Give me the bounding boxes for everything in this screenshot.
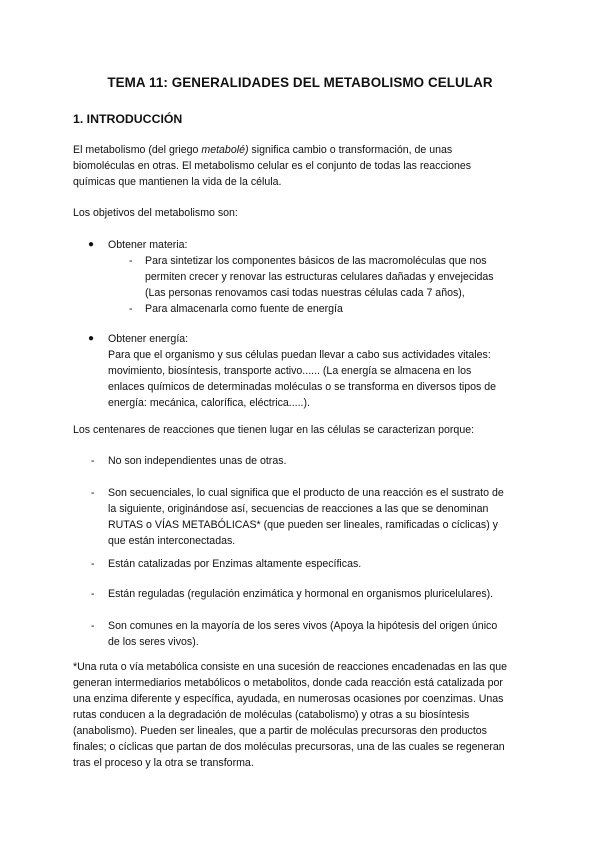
objective-line: enlaces químicos de determinadas moléculas o se transforma en diversos tipos de <box>108 381 497 393</box>
intro-line <box>73 142 452 158</box>
list-item-line: que están interconectadas. <box>108 535 236 547</box>
list-item-line: RUTAS o VÍAS METABÓLICAS* (que pueden ser lineales, ramificadas o cíclicas) y <box>108 519 498 531</box>
objective-line: Para que el organismo y sus células puedan llevar a cabo sus actividades vitales: <box>108 349 491 361</box>
footnote-line: finales; o cíclicas que partan de dos moléculas precursoras, una de las cuales se regeneran <box>73 741 505 753</box>
subitem-line: permiten crecer y renovar las estructuras celulares dañadas y envejecidas <box>145 271 494 283</box>
list-item-line: Son comunes en la mayoría de los seres vivos (Apoya la hipótesis del origen único <box>108 620 498 632</box>
list-item: Están catalizadas por Enzimas altamente específicas. <box>108 558 362 570</box>
dash-marker: - <box>91 487 95 499</box>
section-heading: 1. INTRODUCCIÓN <box>73 112 183 126</box>
footnote-line: rutas conducen a la degradación de moléculas (catabolismo) y otras a su biosíntesis <box>73 709 470 721</box>
footnote-line: (anabolismo). Pueden ser lineales, que a partir de moléculas precursoras den productos <box>73 725 487 737</box>
bullet-icon: ● <box>88 239 95 250</box>
subitem-line: (Las personas renovamos casi todas nuestras células cada 7 años), <box>145 287 465 299</box>
intro-line: químicas que mantienen la vida de la célula. <box>73 176 282 188</box>
intro-line: biomoléculas en otras. El metabolismo celular es el conjunto de todas las reacciones <box>73 160 472 172</box>
list-item: Están reguladas (regulación enzimática y hormonal en organismos pluricelulares). <box>108 588 494 600</box>
page-title: TEMA 11: GENERALIDADES DEL METABOLISMO CELULAR <box>107 75 493 90</box>
dash-marker: - <box>91 588 95 600</box>
subitem-line: Para almacenarla como fuente de energía <box>145 303 343 315</box>
objective-label: Obtener materia: <box>108 239 188 251</box>
footnote-line: *Una ruta o vía metabólica consiste en una sucesión de reacciones encadenadas en las que <box>73 661 508 673</box>
objective-line: energía: mecánica, calorífica, eléctrica.....). <box>108 397 310 409</box>
bullet-icon: ● <box>88 333 95 344</box>
list-item-line: Son secuenciales, lo cual significa que el producto de una reacción es el sustrato de <box>108 487 504 499</box>
dash-marker: - <box>129 255 133 267</box>
dash-marker: - <box>91 620 95 632</box>
list-item: No son independientes unas de otras. <box>108 455 287 467</box>
dash-marker: - <box>129 303 133 315</box>
objective-line: movimiento, biosíntesis, transporte activo...... (La energía se almacena en los <box>108 365 472 377</box>
footnote-line: tras el proceso y la otra se transforma. <box>73 757 254 769</box>
dash-marker: - <box>91 558 95 570</box>
footnote-line: una enzima diferente y específica, ayudada, en numerosas ocasiones por coenzimas. Unas <box>73 693 504 705</box>
intro-text: El metabolismo (del griego <box>73 144 202 156</box>
list-item-line: de los seres vivos). <box>108 636 199 648</box>
objectives-intro: Los objetivos del metabolismo son: <box>73 207 238 219</box>
reactions-intro: Los centenares de reacciones que tienen lugar en las células se caracterizan porque: <box>73 424 475 436</box>
intro-italic-term: metabolé) <box>201 144 249 156</box>
dash-marker: - <box>91 455 95 467</box>
objective-label: Obtener energía: <box>108 333 189 345</box>
list-item-line: la siguiente, originándose así, secuencias de reacciones a las que se denominan <box>108 503 489 515</box>
intro-text: significa cambio o transformación, de unas <box>248 144 453 156</box>
footnote-line: generan intermediarios metabólicos o metabolitos, donde cada reacción está catalizada por <box>73 677 503 689</box>
subitem-line: Para sintetizar los componentes básicos de las macromoléculas que nos <box>145 255 487 267</box>
